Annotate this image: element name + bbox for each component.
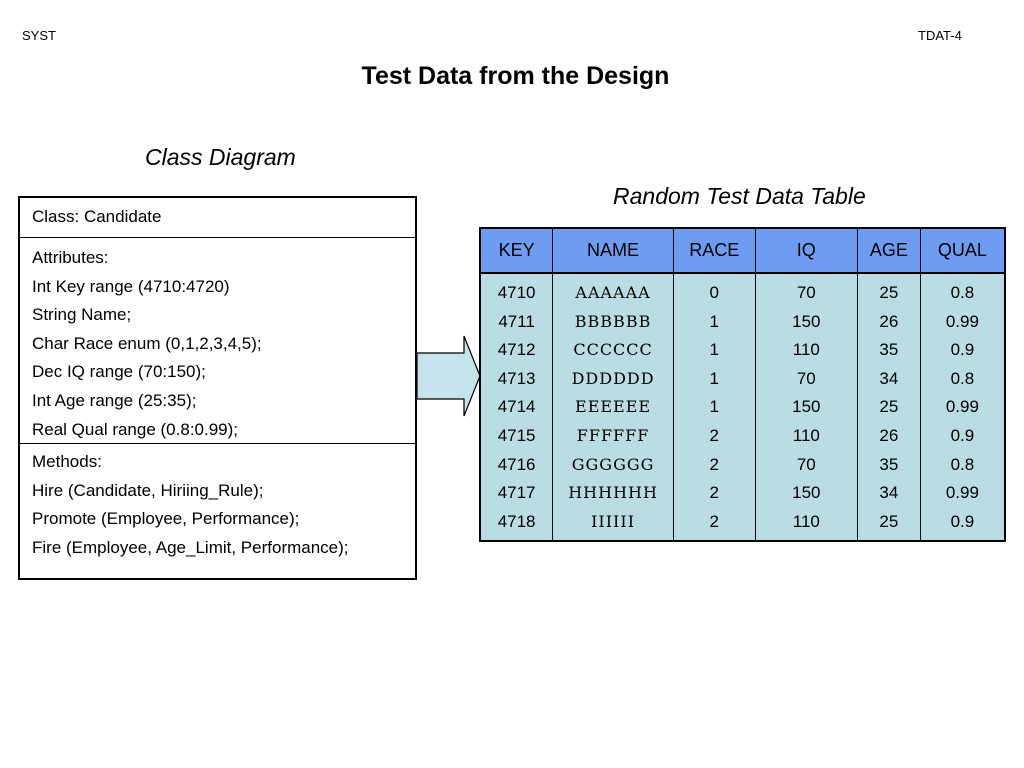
table-cell: 70	[796, 283, 816, 302]
table-cell: 150	[792, 311, 821, 331]
test-data-table	[479, 227, 1006, 542]
attribute-line: Char Race enum (0,1,2,3,4,5);	[32, 333, 262, 353]
table-cell: 0.9	[950, 511, 975, 531]
attributes-section	[20, 238, 415, 444]
key-column	[480, 273, 553, 541]
class-name-section	[20, 198, 415, 238]
iq-column	[755, 273, 857, 541]
table-cell: 1	[709, 397, 720, 417]
column-header-race: RACE	[673, 228, 755, 273]
table-cell: 0	[709, 283, 720, 302]
table-cell: 2	[709, 511, 720, 531]
header-right-label: TDAT-4	[918, 28, 962, 43]
table-body-row	[480, 273, 1005, 541]
table-cell: 0.8	[950, 454, 975, 474]
column-header-name: NAME	[553, 228, 674, 273]
table-cell: CCCCCC	[573, 340, 653, 360]
table-header-row	[480, 228, 1005, 273]
table-cell: 110	[792, 425, 820, 445]
class-diagram-heading: Class Diagram	[145, 144, 296, 170]
table-cell: 2	[709, 483, 720, 503]
table-cell: DDDDDD	[571, 368, 655, 388]
table-cell: 1	[709, 368, 720, 388]
table-cell: 70	[796, 454, 816, 474]
table-cell: 25	[879, 283, 899, 302]
table-cell: 1	[709, 311, 720, 331]
attribute-line: String Name;	[32, 305, 132, 325]
name-column	[553, 273, 674, 541]
table-cell: 150	[792, 397, 821, 417]
methods-section	[20, 444, 415, 566]
table-cell: 150	[792, 483, 821, 503]
table-cell: 4718	[497, 511, 536, 531]
attribute-line: Int Age range (25:35);	[32, 390, 197, 410]
table-cell: 4715	[497, 425, 536, 445]
table-cell: 0.9	[950, 425, 975, 445]
table-cell: 35	[879, 340, 899, 360]
method-line: Methods:	[32, 452, 102, 471]
table-cell: 34	[879, 368, 899, 388]
table-cell: 110	[792, 340, 820, 360]
table-cell: 0.9	[950, 340, 975, 360]
table-cell: AAAAAA	[575, 283, 651, 302]
right-arrow-icon	[416, 334, 482, 418]
table-cell: 2	[709, 454, 720, 474]
attribute-line: Attributes:	[32, 248, 109, 267]
attribute-line: Dec IQ range (70:150);	[32, 362, 206, 382]
column-header-key: KEY	[480, 228, 553, 273]
race-column	[673, 273, 755, 541]
class-name: Class: Candidate	[32, 207, 162, 226]
table-cell: 4716	[497, 454, 536, 474]
table-cell: 4714	[497, 397, 536, 417]
table-cell: 25	[879, 397, 899, 417]
table-cell: 4713	[497, 368, 536, 388]
qual-column	[920, 273, 1005, 541]
table-cell: 26	[879, 311, 899, 331]
table-cell: FFFFFF	[576, 425, 650, 445]
column-header-qual: QUAL	[920, 228, 1005, 273]
column-header-age: AGE	[857, 228, 920, 273]
table-cell: EEEEEE	[575, 397, 652, 417]
table-cell: 4717	[497, 483, 536, 503]
table-cell: IIIIII	[591, 511, 636, 531]
table-cell: 1	[709, 340, 720, 360]
table-cell: 0.8	[950, 368, 975, 388]
age-column	[857, 273, 920, 541]
attribute-line: Int Key range (4710:4720)	[32, 276, 230, 296]
table-cell: GGGGGG	[571, 454, 655, 474]
table-cell: 70	[796, 368, 816, 388]
table-cell: 0.8	[950, 283, 975, 302]
table-cell: 26	[879, 425, 899, 445]
attribute-line: Real Qual range (0.8:0.99);	[32, 419, 239, 439]
method-line: Fire (Employee, Age_Limit, Performance);	[32, 537, 349, 557]
table-cell: 35	[879, 454, 899, 474]
column-header-iq: IQ	[755, 228, 857, 273]
table-cell: 4710	[497, 283, 536, 302]
table-cell: 34	[879, 483, 899, 503]
test-table-heading: Random Test Data Table	[613, 183, 866, 209]
table-cell: 0.99	[945, 397, 979, 417]
table-cell: HHHHHH	[568, 483, 658, 503]
table-cell: 0.99	[945, 311, 979, 331]
header-left-label: SYST	[22, 28, 56, 43]
table-cell: BBBBBB	[574, 311, 652, 331]
page-title: Test Data from the Design	[361, 62, 670, 90]
method-line: Promote (Employee, Performance);	[32, 509, 300, 529]
table-cell: 25	[879, 511, 899, 531]
table-cell: 4711	[498, 311, 535, 331]
class-diagram-box	[18, 196, 417, 580]
table-cell: 110	[792, 511, 820, 531]
table-cell: 0.99	[945, 483, 979, 503]
method-line: Hire (Candidate, Hiriing_Rule);	[32, 480, 264, 500]
table-cell: 2	[709, 425, 720, 445]
table-cell: 4712	[497, 340, 536, 360]
